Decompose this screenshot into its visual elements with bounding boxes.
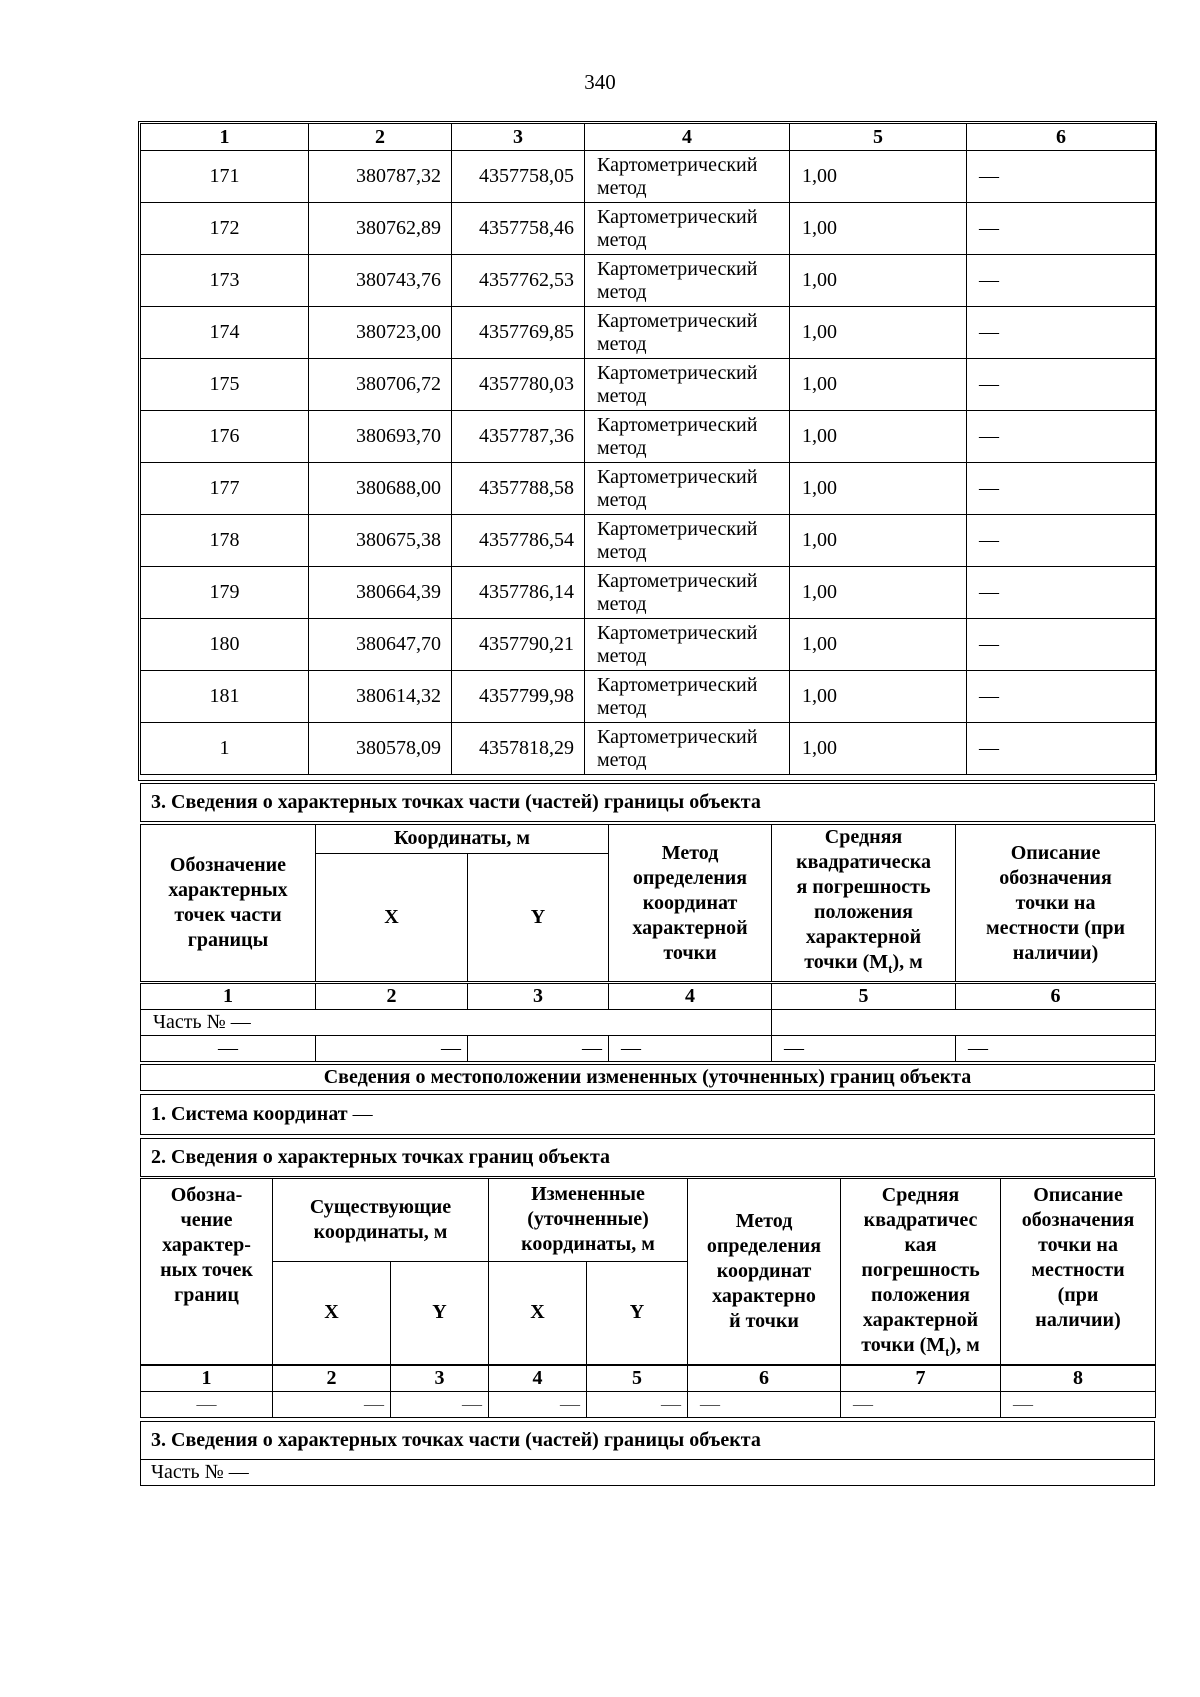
point-description: — [967, 151, 1156, 203]
column-number-row [141, 1366, 1156, 1392]
coordinate-y: 4357786,14 [452, 567, 585, 619]
method: Картометрический метод [585, 463, 790, 515]
coordinate-x: 380688,00 [309, 463, 452, 515]
dash-cell: — [141, 1036, 316, 1062]
method: Картометрический метод [585, 359, 790, 411]
header-description: Описание обозначения точки на местности (при наличии) [1001, 1179, 1156, 1365]
col-number: 1 [141, 984, 316, 1010]
dash-cell: — [316, 1036, 468, 1062]
method: Картометрический метод [585, 255, 790, 307]
point-description: — [967, 203, 1156, 255]
point-description: — [967, 515, 1156, 567]
point-number: 178 [141, 515, 309, 567]
point-number: 177 [141, 463, 309, 515]
col-number: 4 [585, 124, 790, 151]
point-description: — [967, 359, 1156, 411]
coordinate-x: 380762,89 [309, 203, 452, 255]
method: Картометрический метод [585, 619, 790, 671]
dash-cell: — [956, 1036, 1156, 1062]
col-number: 2 [309, 124, 452, 151]
table-outer-frame [138, 121, 1157, 781]
header-changed-x: X [489, 1261, 587, 1364]
coordinate-y: 4357799,98 [452, 671, 585, 723]
col-number: 6 [967, 124, 1156, 151]
coordinate-y: 4357786,54 [452, 515, 585, 567]
mean-error: 1,00 [790, 463, 967, 515]
col-number: 5 [587, 1366, 688, 1392]
col-number: 3 [391, 1366, 489, 1392]
point-description: — [967, 463, 1156, 515]
coordinate-x: 380578,09 [309, 723, 452, 775]
coordinate-y: 4357758,05 [452, 151, 585, 203]
dash-cell: — [391, 1392, 489, 1418]
header-point-designation: Обозна- чение характер- ных точек границ [141, 1179, 273, 1365]
point-description: — [967, 255, 1156, 307]
header-mean-error: Средняя квадратичес кая погрешность положения характерной точки $(M_t)$, м [841, 1179, 1001, 1365]
dash-cell: — [587, 1392, 688, 1418]
coordinate-x: 380614,32 [309, 671, 452, 723]
col-number: 5 [772, 984, 956, 1010]
changed-points-body-table [140, 1365, 1156, 1418]
coordinate-system-table [140, 1094, 1155, 1135]
method: Картометрический метод [585, 203, 790, 255]
header-existing-y: Y [391, 1261, 489, 1364]
coordinate-x: 380743,76 [309, 255, 452, 307]
dash-cell: — [273, 1392, 391, 1418]
col-number: 2 [273, 1366, 391, 1392]
point-number: 181 [141, 671, 309, 723]
mean-error: 1,00 [790, 515, 967, 567]
part-empty-cell [772, 1010, 1156, 1036]
header-existing-coordinates: Существующие координаты, м [273, 1179, 489, 1262]
col-number: 7 [841, 1366, 1001, 1392]
coordinate-y: 4357787,36 [452, 411, 585, 463]
mean-error: 1,00 [790, 203, 967, 255]
col-number: 1 [141, 124, 309, 151]
header-changed-y: Y [587, 1261, 688, 1364]
mean-error: 1,00 [790, 359, 967, 411]
section-title: 3. Сведения о характерных точках части (частей) границы объекта [141, 784, 1155, 822]
changed-points-title: 2. Сведения о характерных точках границ объекта [141, 1139, 1155, 1177]
point-number: 175 [141, 359, 309, 411]
header-method: Метод определения координат характерной точки [609, 825, 772, 982]
mean-error: 1,00 [790, 411, 967, 463]
header-x: X [316, 853, 468, 981]
dash-cell: — [688, 1392, 841, 1418]
mean-error: 1,00 [790, 671, 967, 723]
col-number: 8 [1001, 1366, 1156, 1392]
header-changed-coordinates: Измененные (уточненные) координаты, м [489, 1179, 688, 1262]
method: Картометрический метод [585, 567, 790, 619]
mean-error: 1,00 [790, 151, 967, 203]
point-description: — [967, 567, 1156, 619]
coordinate-x: 380723,00 [309, 307, 452, 359]
coordinate-y: 4357788,58 [452, 463, 585, 515]
header-description: Описание обозначения точки на местности (при наличии) [956, 825, 1156, 982]
page-number: 340 [584, 70, 616, 94]
changed-points-title-table [140, 1138, 1155, 1177]
dash-cell: — [1001, 1392, 1156, 1418]
dash-cell: — [489, 1392, 587, 1418]
empty-data-row [141, 1036, 1156, 1062]
coordinate-x: 380693,70 [309, 411, 452, 463]
point-number: 174 [141, 307, 309, 359]
col-number: 1 [141, 1366, 273, 1392]
method: Картометрический метод [585, 307, 790, 359]
coordinate-y: 4357790,21 [452, 619, 585, 671]
mean-error: 1,00 [790, 723, 967, 775]
coordinate-y: 4357758,46 [452, 203, 585, 255]
point-number: 180 [141, 619, 309, 671]
col-number: 4 [609, 984, 772, 1010]
coordinate-y: 4357762,53 [452, 255, 585, 307]
dash-cell: — [468, 1036, 609, 1062]
method: Картометрический метод [585, 671, 790, 723]
dash-cell: — [772, 1036, 956, 1062]
part-points-body-table [140, 983, 1156, 1062]
dash-cell: — [841, 1392, 1001, 1418]
col-number: 6 [956, 984, 1156, 1010]
col-number: 5 [790, 124, 967, 151]
method: Картометрический метод [585, 411, 790, 463]
point-number: 1 [141, 723, 309, 775]
point-number: 172 [141, 203, 309, 255]
point-description: — [967, 307, 1156, 359]
point-description: — [967, 411, 1156, 463]
column-number-row [141, 984, 1156, 1010]
coordinate-y: 4357780,03 [452, 359, 585, 411]
coordinate-x: 380647,70 [309, 619, 452, 671]
changed-boundaries-title: Сведения о местоположении измененных (уточненных) границ объекта [141, 1065, 1155, 1091]
coordinate-system-value: — [352, 1103, 373, 1125]
dash-cell: — [141, 1392, 273, 1418]
header-mean-error: Средняя квадратическа я погрешность положения характерной точки $(M_t)$, м [772, 825, 956, 982]
col-number: 4 [489, 1366, 587, 1392]
mean-error: 1,00 [790, 567, 967, 619]
coordinate-x: 380706,72 [309, 359, 452, 411]
part-label: Часть № — [141, 1460, 1155, 1486]
point-number: 171 [141, 151, 309, 203]
point-number: 173 [141, 255, 309, 307]
col-number: 3 [468, 984, 609, 1010]
coordinate-x: 380675,38 [309, 515, 452, 567]
mean-error: 1,00 [790, 307, 967, 359]
changed-points-header-table [140, 1178, 1156, 1365]
coordinate-x: 380787,32 [309, 151, 452, 203]
coordinate-y: 4357818,29 [452, 723, 585, 775]
point-description: — [967, 723, 1156, 775]
changed-boundaries-title-table [140, 1064, 1155, 1091]
mean-error: 1,00 [790, 255, 967, 307]
coordinate-x: 380664,39 [309, 567, 452, 619]
changed-part-points-table [140, 1421, 1155, 1486]
part-points-header-table [140, 824, 1156, 982]
point-description: — [967, 619, 1156, 671]
dash-cell: — [609, 1036, 772, 1062]
method: Картометрический метод [585, 723, 790, 775]
mean-error: 1,00 [790, 619, 967, 671]
method: Картометрический метод [585, 515, 790, 567]
part-row [141, 1010, 1156, 1036]
section-part-points-title [140, 783, 1155, 822]
method: Картометрический метод [585, 151, 790, 203]
col-number: 6 [688, 1366, 841, 1392]
col-number: 3 [452, 124, 585, 151]
point-description: — [967, 671, 1156, 723]
header-y: Y [468, 853, 609, 981]
point-number: 179 [141, 567, 309, 619]
header-method: Метод определения координат характерно й точки [688, 1179, 841, 1365]
header-existing-x: X [273, 1261, 391, 1364]
header-coordinates: Координаты, м [316, 825, 609, 854]
header-point-designation: Обозначение характерных точек части границы [141, 825, 316, 982]
coordinate-system: 1. Система координат — [141, 1095, 1155, 1135]
coordinate-y: 4357769,85 [452, 307, 585, 359]
part-label: Часть № — [141, 1010, 772, 1036]
section-title: 3. Сведения о характерных точках части (частей) границы объекта [141, 1422, 1155, 1460]
empty-data-row [141, 1392, 1156, 1418]
col-number: 2 [316, 984, 468, 1010]
point-number: 176 [141, 411, 309, 463]
